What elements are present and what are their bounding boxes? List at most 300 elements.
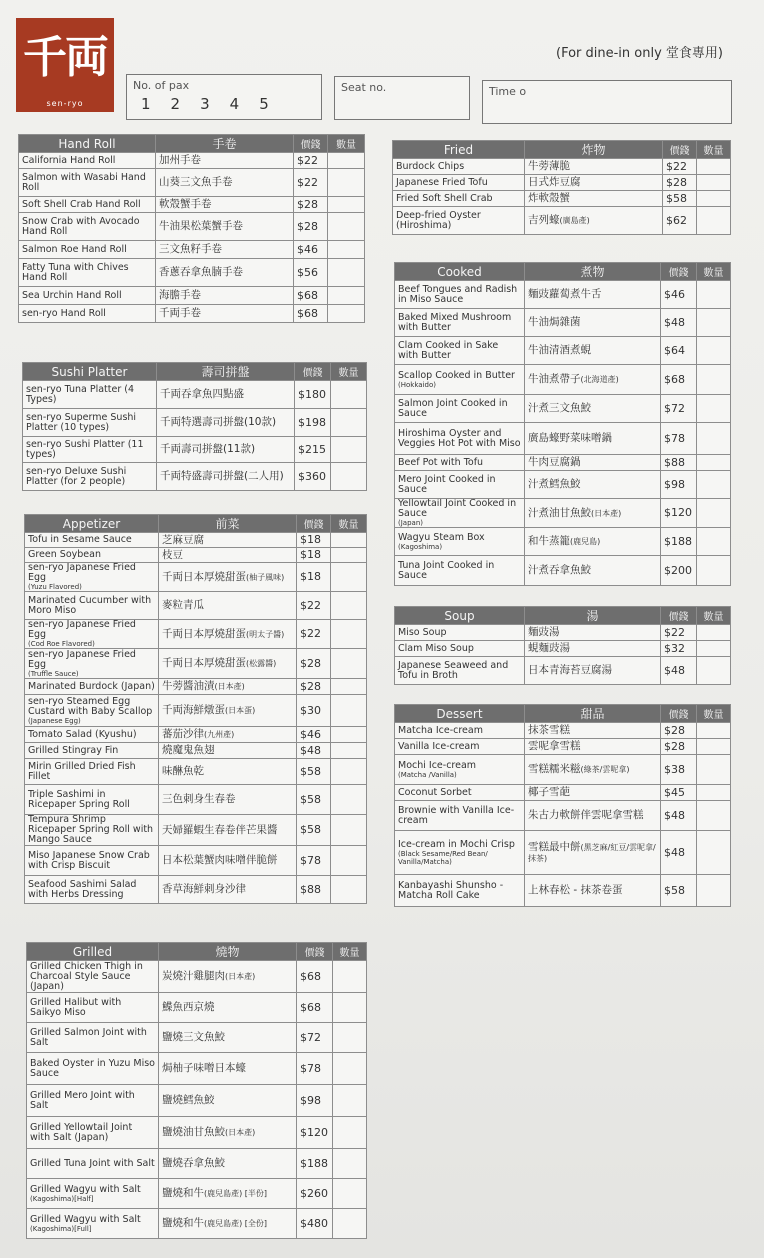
item-name-en xyxy=(395,739,525,755)
item-name-en-text: Tofu in Sesame Sauce xyxy=(28,534,132,545)
menu-item-row xyxy=(27,1179,367,1209)
item-price: $215 xyxy=(295,437,331,463)
item-quantity-input[interactable] xyxy=(328,213,365,241)
item-quantity-input[interactable] xyxy=(697,365,731,395)
item-name-zh-note: (柚子風味) xyxy=(246,572,285,582)
item-name-en-text: Snow Crab with Avocado Hand Roll xyxy=(22,215,140,237)
item-name-en-text: Deep-fried Oyster (Hiroshima) xyxy=(396,209,481,231)
item-name-en xyxy=(395,723,525,739)
item-quantity-input[interactable] xyxy=(331,815,367,846)
item-quantity-input[interactable] xyxy=(697,395,731,423)
item-quantity-input[interactable] xyxy=(331,620,367,649)
item-name-en xyxy=(27,1149,159,1179)
menu-item-row xyxy=(393,175,731,191)
logo-subtitle: sen-ryo xyxy=(46,99,84,108)
item-name-en xyxy=(27,1023,159,1053)
menu-item-row xyxy=(395,641,731,657)
menu-item-row xyxy=(19,241,365,259)
item-name-en xyxy=(27,1209,159,1239)
time-box[interactable] xyxy=(482,80,732,124)
item-name-zh xyxy=(159,743,297,759)
item-name-zh-text: 蕃茄沙律 xyxy=(162,728,204,740)
section-hand-roll xyxy=(18,134,365,323)
item-price: $64 xyxy=(661,337,697,365)
item-name-zh xyxy=(525,528,661,556)
item-name-en-text: sen-ryo Hand Roll xyxy=(22,307,106,319)
item-quantity-input[interactable] xyxy=(331,759,367,785)
section-title-zh: 壽司拼盤 xyxy=(157,363,295,381)
item-name-zh xyxy=(159,1053,297,1085)
item-name-en-note: (Japan) xyxy=(398,519,423,527)
item-name-zh xyxy=(525,723,661,739)
menu-item-row xyxy=(27,1117,367,1149)
item-name-zh xyxy=(525,365,661,395)
item-quantity-input[interactable] xyxy=(331,727,367,743)
item-name-zh xyxy=(157,437,295,463)
section-title-zh: 煮物 xyxy=(525,263,661,281)
item-name-zh xyxy=(159,620,297,649)
item-name-zh xyxy=(525,556,661,586)
menu-item-row xyxy=(19,287,365,305)
item-name-zh-note: (日本產) xyxy=(225,1128,256,1137)
item-name-en-note: (Hokkaido) xyxy=(398,380,436,389)
item-name-en-note: (Kagoshima)[Half] xyxy=(30,1194,94,1203)
item-quantity-input[interactable] xyxy=(331,381,367,409)
item-name-zh xyxy=(156,169,294,197)
item-name-en xyxy=(395,337,525,365)
item-quantity-input[interactable] xyxy=(333,1117,367,1149)
item-name-zh-text: 鹽燒三文魚鮫 xyxy=(162,1031,225,1043)
item-quantity-input[interactable] xyxy=(331,679,367,695)
item-quantity-input[interactable] xyxy=(331,533,367,548)
item-price: $180 xyxy=(295,381,331,409)
item-name-zh-text: 千両海鮮燉蛋 xyxy=(162,704,225,716)
item-name-en xyxy=(19,169,156,197)
menu-item-row xyxy=(25,649,367,679)
item-name-en-text: Miso Japanese Snow Crab with Crisp Biscuit xyxy=(28,849,150,871)
item-name-en-text: Triple Sashimi in Ricepaper Spring Roll xyxy=(28,788,130,810)
item-quantity-input[interactable] xyxy=(328,197,365,213)
item-name-zh-text: 三文魚籽手卷 xyxy=(159,243,222,255)
item-name-en-text: Baked Mixed Mushroom with Butter xyxy=(398,311,512,333)
quantity-column-header: 數量 xyxy=(328,135,365,153)
seat-label: Seat no. xyxy=(341,81,387,94)
item-price: $120 xyxy=(297,1117,333,1149)
item-name-zh-text: 日式炸豆腐 xyxy=(528,176,581,188)
item-quantity-input[interactable] xyxy=(328,259,365,287)
item-quantity-input[interactable] xyxy=(333,1053,367,1085)
item-price: $98 xyxy=(297,1085,333,1117)
item-name-en xyxy=(395,785,525,801)
item-name-zh-text: 千両日本厚燒甜蛋 xyxy=(162,627,246,640)
item-name-en-text: Matcha Ice-cream xyxy=(398,724,483,736)
item-quantity-input[interactable] xyxy=(697,337,731,365)
item-name-en xyxy=(395,641,525,657)
item-name-en-text: Mero Joint Cooked in Sauce xyxy=(398,473,496,495)
item-price: $56 xyxy=(294,259,328,287)
item-quantity-input[interactable] xyxy=(697,207,731,235)
item-name-en xyxy=(395,309,525,337)
item-name-zh-text: 牛油果松葉蟹手卷 xyxy=(159,220,243,232)
menu-item-row xyxy=(395,785,731,801)
menu-item-row xyxy=(25,592,367,620)
item-quantity-input[interactable] xyxy=(333,993,367,1023)
item-price: $68 xyxy=(294,305,328,323)
item-name-en xyxy=(395,625,525,641)
item-name-en xyxy=(25,533,159,548)
item-quantity-input[interactable] xyxy=(697,739,731,755)
quantity-column-header: 數量 xyxy=(697,141,731,159)
item-quantity-input[interactable] xyxy=(328,305,365,323)
menu-item-row xyxy=(395,423,731,455)
item-name-en xyxy=(395,875,525,907)
item-quantity-input[interactable] xyxy=(697,499,731,528)
item-name-zh xyxy=(159,759,297,785)
item-name-en-text: Yellowtail Joint Cooked in Sauce xyxy=(398,498,517,519)
item-price: $22 xyxy=(663,159,697,175)
item-name-zh-text: 千両手卷 xyxy=(159,307,201,319)
menu-item-row xyxy=(23,437,367,463)
item-quantity-input[interactable] xyxy=(697,159,731,175)
item-name-zh-note: (日本蛋) xyxy=(225,706,256,715)
item-name-zh-text: 海膽手卷 xyxy=(159,289,201,301)
item-name-en xyxy=(25,548,159,563)
item-quantity-input[interactable] xyxy=(331,409,367,437)
item-name-zh-text: 鹽燒和牛 xyxy=(162,1217,204,1229)
item-name-zh-text: 廣島蠔野菜味噌鍋 xyxy=(528,432,612,444)
item-name-en-note: (Black Sesame/Red Bean/ Vanilla/Matcha) xyxy=(398,849,488,866)
menu-item-row xyxy=(25,876,367,904)
menu-item-row xyxy=(25,620,367,649)
item-quantity-input[interactable] xyxy=(697,801,731,831)
item-name-zh-text: 炭燒汁雞腿肉 xyxy=(162,970,225,982)
item-quantity-input[interactable] xyxy=(331,876,367,904)
item-name-en xyxy=(25,695,159,727)
item-quantity-input[interactable] xyxy=(331,563,367,592)
item-name-zh-text: 千両日本厚燒甜蛋 xyxy=(162,657,246,669)
item-name-zh-text: 枝豆 xyxy=(162,548,183,561)
item-quantity-input[interactable] xyxy=(331,592,367,620)
item-name-zh-text: 麵豉湯 xyxy=(528,626,560,638)
item-name-zh xyxy=(525,739,661,755)
item-name-zh-text: 加州手卷 xyxy=(159,154,201,166)
item-price: $48 xyxy=(661,309,697,337)
item-name-en xyxy=(19,259,156,287)
menu-item-row xyxy=(23,409,367,437)
item-price: $58 xyxy=(661,875,697,907)
item-quantity-input[interactable] xyxy=(328,153,365,169)
section-title-zh: 手卷 xyxy=(156,135,294,153)
item-price: $72 xyxy=(661,395,697,423)
item-name-zh xyxy=(159,695,297,727)
item-price: $30 xyxy=(297,695,331,727)
section-fried xyxy=(392,140,731,235)
item-price: $58 xyxy=(297,815,331,846)
item-quantity-input[interactable] xyxy=(328,287,365,305)
item-name-en xyxy=(25,592,159,620)
item-quantity-input[interactable] xyxy=(697,455,731,471)
item-quantity-input[interactable] xyxy=(331,463,367,491)
item-name-zh-note: (日本產) xyxy=(214,682,245,691)
item-price: $18 xyxy=(297,563,331,592)
item-name-en xyxy=(27,1179,159,1209)
item-name-zh xyxy=(525,159,663,175)
item-quantity-input[interactable] xyxy=(697,755,731,785)
item-name-en-text: Grilled Wagyu with Salt xyxy=(30,1183,141,1195)
item-quantity-input[interactable] xyxy=(328,241,365,259)
menu-item-row xyxy=(395,625,731,641)
item-quantity-input[interactable] xyxy=(697,556,731,586)
item-name-zh xyxy=(156,197,294,213)
item-name-en-note: (Yuzu Flavored) xyxy=(28,583,82,591)
menu-item-row xyxy=(25,785,367,815)
item-price: $200 xyxy=(661,556,697,586)
item-name-en-text: Mirin Grilled Dried Fish Fillet xyxy=(28,760,136,782)
item-quantity-input[interactable] xyxy=(697,831,731,875)
section-header-row xyxy=(19,135,365,153)
item-name-en-text: Clam Cooked in Sake with Butter xyxy=(398,339,499,361)
item-price: $58 xyxy=(297,785,331,815)
item-name-en-text: sen-ryo Superme Sushi Platter (10 types) xyxy=(26,411,137,433)
item-name-zh xyxy=(525,499,661,528)
item-price: $28 xyxy=(294,213,328,241)
item-quantity-input[interactable] xyxy=(333,1085,367,1117)
item-name-zh xyxy=(159,1209,297,1239)
pax-box[interactable] xyxy=(126,74,322,120)
item-price: $78 xyxy=(297,846,331,876)
menu-item-row xyxy=(395,875,731,907)
menu-item-row xyxy=(395,395,731,423)
item-name-zh-text: 焗柚子味噌日本蠔 xyxy=(162,1062,246,1074)
item-price: $88 xyxy=(661,455,697,471)
item-name-zh-text: 燒魔鬼魚翅 xyxy=(162,744,215,756)
menu-item-row xyxy=(393,207,731,235)
item-name-en xyxy=(27,1085,159,1117)
item-name-en-text: Seafood Sashimi Salad with Herbs Dressing xyxy=(28,878,137,900)
item-quantity-input[interactable] xyxy=(331,548,367,563)
menu-item-row xyxy=(27,993,367,1023)
item-price: $22 xyxy=(297,620,331,649)
menu-item-row xyxy=(395,723,731,739)
section-title-zh: 燒物 xyxy=(159,943,297,961)
menu-item-row xyxy=(23,381,367,409)
item-name-en-text: Salmon with Wasabi Hand Roll xyxy=(22,171,146,193)
time-label: Time o xyxy=(489,85,527,98)
item-name-zh-note: (黑芝麻/紅豆/雲呢拿/抹茶) xyxy=(528,842,656,863)
item-name-en xyxy=(25,759,159,785)
item-name-zh-text: 千両特選壽司拼盤(10款) xyxy=(160,416,277,428)
pax-option[interactable]: 5 xyxy=(259,95,269,113)
item-quantity-input[interactable] xyxy=(331,743,367,759)
item-name-en xyxy=(395,801,525,831)
section-title-en: Dessert xyxy=(395,705,525,723)
item-name-zh xyxy=(156,241,294,259)
menu-item-row xyxy=(395,309,731,337)
item-name-en xyxy=(19,153,156,169)
item-quantity-input[interactable] xyxy=(697,528,731,556)
item-name-en-text: Grilled Mero Joint with Salt xyxy=(30,1089,135,1111)
item-name-zh xyxy=(159,785,297,815)
item-name-en xyxy=(27,1053,159,1085)
item-name-zh-text: 雲呢拿雪糕 xyxy=(528,740,581,752)
item-name-en xyxy=(23,381,157,409)
item-price: $28 xyxy=(663,175,697,191)
menu-item-row xyxy=(395,528,731,556)
item-name-en-text: Tuna Joint Cooked in Sauce xyxy=(398,559,495,581)
item-name-zh-text: 三色刺身生春卷 xyxy=(162,793,236,805)
item-name-zh xyxy=(525,657,661,685)
item-name-zh-text: 香草海鮮刺身沙律 xyxy=(162,883,246,895)
seat-box[interactable] xyxy=(334,76,470,120)
section-title-en: Appetizer xyxy=(25,515,159,533)
menu-item-row xyxy=(25,743,367,759)
item-name-en-text: sen-ryo Sushi Platter (11 types) xyxy=(26,438,144,460)
item-name-zh xyxy=(525,455,661,471)
item-price: $78 xyxy=(661,423,697,455)
item-name-en xyxy=(393,175,525,191)
item-price: $48 xyxy=(661,831,697,875)
item-price: $68 xyxy=(661,365,697,395)
item-quantity-input[interactable] xyxy=(697,191,731,207)
menu-item-row xyxy=(27,1023,367,1053)
item-quantity-input[interactable] xyxy=(697,281,731,309)
item-name-en-text: Grilled Wagyu with Salt xyxy=(30,1213,141,1225)
item-quantity-input[interactable] xyxy=(328,169,365,197)
item-price: $198 xyxy=(295,409,331,437)
item-quantity-input[interactable] xyxy=(333,961,367,993)
price-column-header: 價錢 xyxy=(661,705,697,723)
item-quantity-input[interactable] xyxy=(333,1023,367,1053)
section-cooked xyxy=(394,262,731,586)
item-quantity-input[interactable] xyxy=(331,437,367,463)
item-name-en-note: (Truffle Sauce) xyxy=(28,669,79,678)
item-name-zh xyxy=(159,592,297,620)
item-quantity-input[interactable] xyxy=(697,309,731,337)
item-price: $22 xyxy=(294,169,328,197)
item-name-zh-note: (九州產) xyxy=(204,730,235,739)
item-name-zh-note: (北海道產) xyxy=(580,375,619,384)
item-name-zh-text: 香蔥吞拿魚腩手卷 xyxy=(159,266,243,278)
item-name-en xyxy=(23,437,157,463)
price-column-header: 價錢 xyxy=(297,943,333,961)
item-name-zh xyxy=(525,309,661,337)
item-name-en xyxy=(19,305,156,323)
item-quantity-input[interactable] xyxy=(697,471,731,499)
item-quantity-input[interactable] xyxy=(333,1179,367,1209)
section-title-zh: 前菜 xyxy=(159,515,297,533)
section-title-en: Soup xyxy=(395,607,525,625)
pax-option[interactable]: 3 xyxy=(200,95,210,113)
item-name-en xyxy=(395,423,525,455)
item-name-en-text: Wagyu Steam Box xyxy=(398,531,485,543)
item-name-zh-text: 山葵三文魚手卷 xyxy=(159,176,233,188)
item-price: $28 xyxy=(297,649,331,679)
item-name-zh-text: 千両吞拿魚四點盛 xyxy=(160,388,244,400)
item-quantity-input[interactable] xyxy=(697,785,731,801)
section-title-en: Fried xyxy=(393,141,525,159)
item-quantity-input[interactable] xyxy=(333,1209,367,1239)
item-name-zh xyxy=(525,641,661,657)
item-price: $46 xyxy=(294,241,328,259)
item-name-zh xyxy=(156,287,294,305)
item-name-en-text: Salmon Roe Hand Roll xyxy=(22,243,127,255)
pax-option[interactable]: 1 xyxy=(141,95,151,113)
item-quantity-input[interactable] xyxy=(697,625,731,641)
pax-option[interactable]: 4 xyxy=(229,95,240,113)
item-price: $18 xyxy=(297,548,331,563)
item-price: $188 xyxy=(661,528,697,556)
item-name-zh-note: (鹿兒島產) [全份] xyxy=(204,1219,268,1228)
item-name-zh xyxy=(159,846,297,876)
item-name-zh xyxy=(159,1149,297,1179)
item-name-zh-text: 鹽燒和牛 xyxy=(162,1187,204,1199)
item-quantity-input[interactable] xyxy=(333,1149,367,1179)
item-price: $32 xyxy=(661,641,697,657)
menu-item-row xyxy=(27,1053,367,1085)
item-name-en xyxy=(25,846,159,876)
item-quantity-input[interactable] xyxy=(697,175,731,191)
item-quantity-input[interactable] xyxy=(331,846,367,876)
item-quantity-input[interactable] xyxy=(697,875,731,907)
section-title-zh: 甜品 xyxy=(525,705,661,723)
item-quantity-input[interactable] xyxy=(697,423,731,455)
item-quantity-input[interactable] xyxy=(331,785,367,815)
menu-item-row xyxy=(19,153,365,169)
item-name-zh-note: (廣島產) xyxy=(559,216,590,225)
item-quantity-input[interactable] xyxy=(697,723,731,739)
section-title-zh: 湯 xyxy=(525,607,661,625)
item-name-en-text: Soft Shell Crab Hand Roll xyxy=(22,198,141,210)
section-soup xyxy=(394,606,731,685)
item-name-zh-text: 牛油煮帶子 xyxy=(528,373,581,385)
item-name-zh xyxy=(525,395,661,423)
item-name-en xyxy=(25,563,159,592)
pax-option[interactable]: 2 xyxy=(170,95,181,113)
quantity-column-header: 數量 xyxy=(331,515,367,533)
item-name-en-text: sen-ryo Deluxe Sushi Platter (for 2 people) xyxy=(26,465,127,487)
menu-item-row xyxy=(23,463,367,491)
item-name-en xyxy=(395,471,525,499)
item-quantity-input[interactable] xyxy=(331,695,367,727)
section-appetizer xyxy=(24,514,367,904)
item-name-zh-text: 汁煮鱈魚鮫 xyxy=(528,478,581,490)
item-name-en-note: (Cod Roe Flavored) xyxy=(28,640,95,648)
item-name-zh xyxy=(159,649,297,679)
item-name-en xyxy=(395,657,525,685)
menu-item-row xyxy=(19,259,365,287)
menu-item-row xyxy=(25,846,367,876)
pax-label: No. of pax xyxy=(133,79,190,92)
item-name-zh-text: 雪糕糯米糍 xyxy=(528,763,581,775)
item-name-zh xyxy=(525,281,661,309)
menu-item-row xyxy=(27,1085,367,1117)
item-price: $360 xyxy=(295,463,331,491)
item-name-zh xyxy=(525,801,661,831)
menu-item-row xyxy=(25,759,367,785)
item-quantity-input[interactable] xyxy=(697,657,731,685)
item-name-zh-text: 炸軟殼蟹 xyxy=(528,192,570,204)
item-name-zh xyxy=(159,1179,297,1209)
menu-item-row xyxy=(395,831,731,875)
menu-item-row xyxy=(395,281,731,309)
item-price: $28 xyxy=(294,197,328,213)
item-name-en-text: Sea Urchin Hand Roll xyxy=(22,289,122,301)
item-quantity-input[interactable] xyxy=(697,641,731,657)
menu-item-row xyxy=(393,159,731,175)
item-name-en-text: Grilled Yellowtail Joint with Salt (Japan) xyxy=(30,1121,133,1143)
item-quantity-input[interactable] xyxy=(331,649,367,679)
section-header-row xyxy=(27,943,367,961)
